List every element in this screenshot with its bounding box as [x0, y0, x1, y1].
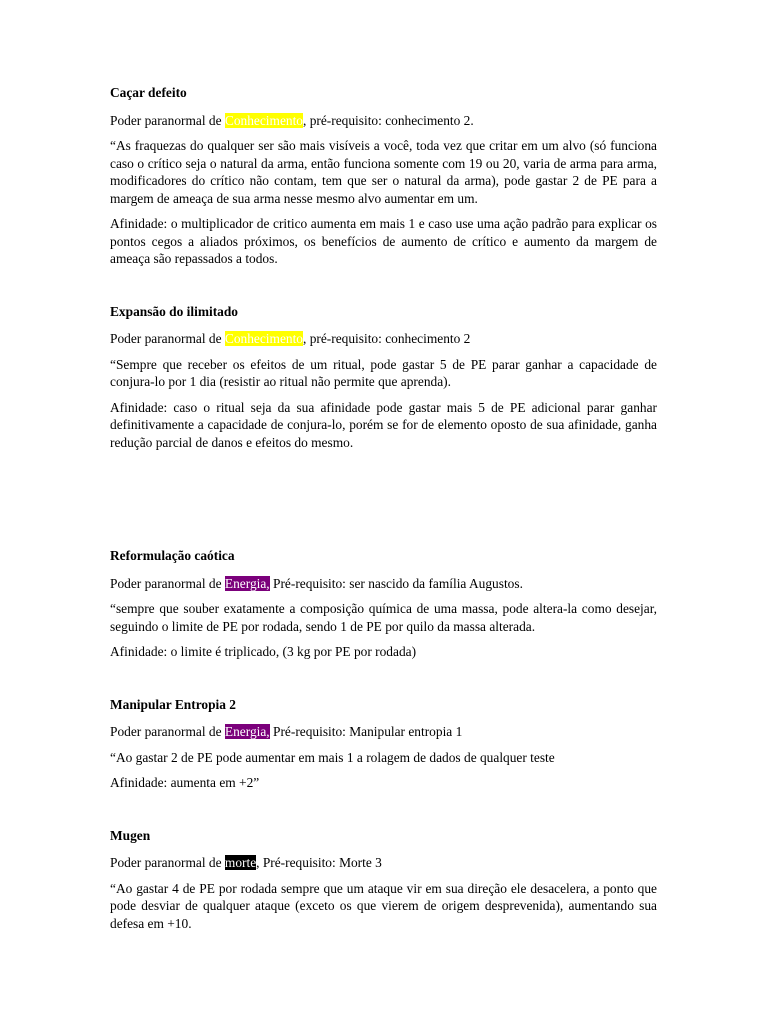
- section-title: Manipular Entropia 2: [110, 696, 237, 712]
- section-title: Caçar defeito: [110, 85, 187, 100]
- power-affinity: Afinidade: caso o ritual seja da sua afinidade pode gastar mais 5 de PE adicional parar ganhar definitivamente a capacidade de conjura-lo, porém se for de elemento oposto de sua afinidade, ganha redução parcial de danos e efeitos do mesmo.: [110, 399, 657, 450]
- section-mugen: [110, 827, 657, 933]
- section-title: Mugen: [110, 827, 151, 843]
- power-description: “Ao gastar 4 de PE por rodada sempre que um ataque vir em sua direção ele desacelera, a ponto que pode desviar de qualquer ataque (exceto os que vierem de origem desprevenida), aumentando sua defesa em +10.: [110, 880, 657, 931]
- power-description: “sempre que souber exatamente a composição química de uma massa, pode altera-la como desejar, seguindo o limite de PE por rodada, sendo 1 de PE por quilo da massa alterada.: [110, 601, 657, 634]
- section-reformulacao-caotica: [110, 547, 657, 661]
- power-affinity: Afinidade: o multiplicador de critico aumenta em mais 1 e caso use uma ação padrão para explicar os pontos cegos a aliados próximos, os benefícios de aumento de crítico e aumento da margem de ameaça são repassados a todos.: [110, 216, 657, 266]
- power-suffix: Pré-requisito: Manipular entropia 1: [269, 724, 463, 739]
- power-suffix: , Pré-requisito: Morte 3: [256, 855, 382, 870]
- power-description: “As fraquezas do qualquer ser são mais visíveis a você, toda vez que critar em um alvo (só funciona caso o crítico seja o natural da arma, então funciona somente com 19 ou 20, varia de arma para arma, modificadores do crítico não contam, tem que ser o natural da arma), pode gastar 2 de PE para a margem de ameaça de sua arma nesse mesmo alvo aumentar em um.: [110, 138, 657, 206]
- power-line: [110, 575, 657, 593]
- power-affinity: Afinidade: o limite é triplicado, (3 kg por PE por rodada): [110, 644, 417, 659]
- power-prefix: Poder paranormal de: [110, 112, 225, 128]
- power-suffix: Pré-requisito: ser nascido da família Augustos.: [269, 575, 523, 591]
- element-highlight: Energia,: [224, 724, 270, 739]
- power-prefix: Poder paranormal de: [110, 575, 225, 591]
- section-expansao-do-ilimitado: [110, 303, 657, 452]
- section-manipular-entropia-2: [110, 696, 657, 792]
- power-prefix: Poder paranormal de: [110, 724, 225, 739]
- section-cacar-defeito: [110, 84, 657, 268]
- power-description: “Sempre que receber os efeitos de um ritual, pode gastar 5 de PE parar ganhar a capacidade de conjura-lo por 1 dia (resistir ao ritual não permite que aprenda).: [110, 356, 657, 389]
- power-prefix: Poder paranormal de: [110, 331, 225, 346]
- section-title: Expansão do ilimitado: [110, 303, 238, 319]
- element-highlight: Conhecimento: [224, 112, 304, 128]
- power-line: [110, 112, 657, 130]
- element-highlight: Energia,: [224, 575, 270, 591]
- element-highlight: Conhecimento: [224, 331, 304, 346]
- section-title: Reformulação caótica: [110, 548, 235, 563]
- power-description: “Ao gastar 2 de PE pode aumentar em mais 1 a rolagem de dados de qualquer teste: [110, 749, 555, 765]
- power-prefix: Poder paranormal de: [110, 855, 225, 870]
- power-affinity: Afinidade: aumenta em +2”: [110, 775, 260, 790]
- document-page: [110, 84, 657, 940]
- power-line: [110, 330, 657, 348]
- power-suffix: , pré-requisito: conhecimento 2.: [303, 112, 474, 128]
- power-line: [110, 723, 657, 741]
- power-suffix: , pré-requisito: conhecimento 2: [303, 331, 471, 346]
- element-highlight: morte: [224, 855, 257, 870]
- power-line: [110, 854, 657, 872]
